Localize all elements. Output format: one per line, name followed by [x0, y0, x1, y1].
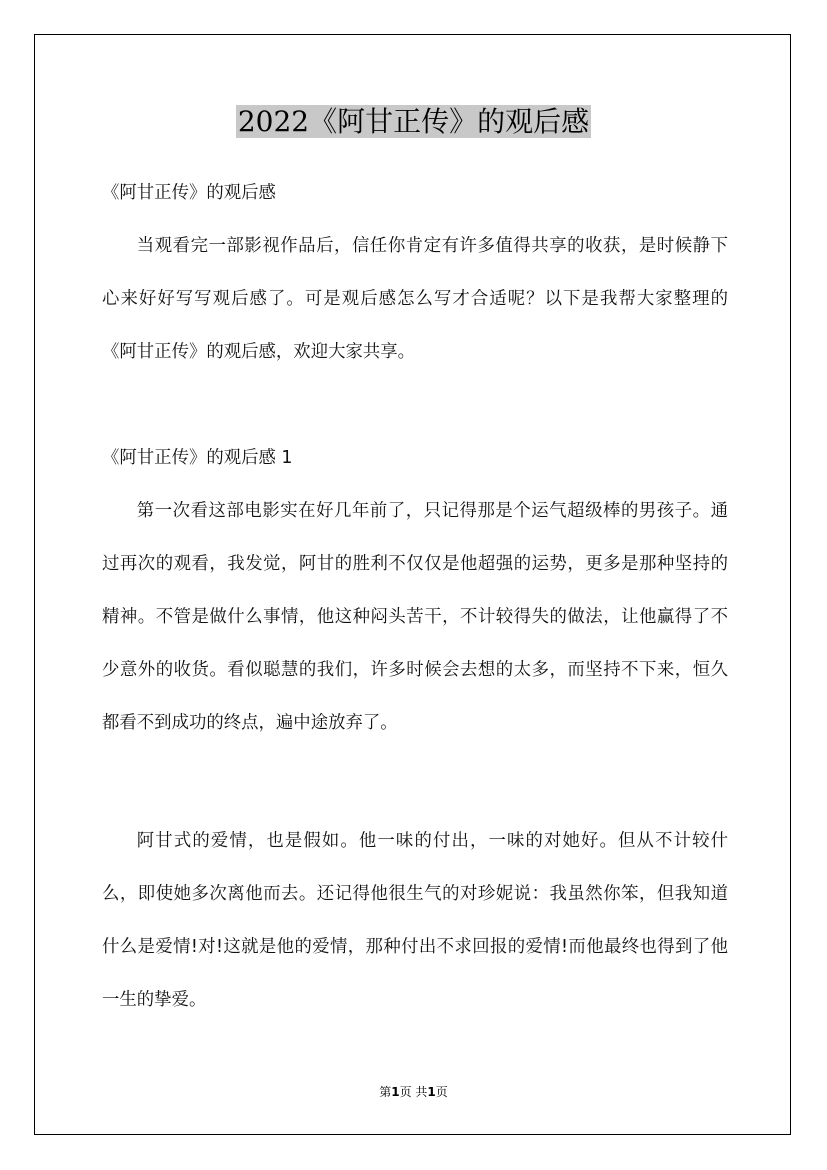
page-footer: [0, 1084, 827, 1100]
section1-paragraph-1: 第一次看这部电影实在好几年前了，只记得那是个运气超级棒的男孩子。通过再次的观看，我发觉，阿甘的胜利不仅仅是他超强的运势，更多是那种坚持的精神。不管是做什么事情，他这种闷头苦干，不计较得失的做法，让他赢得了不少意外的收货。看似聪慧的我们，许多时候会去想的太多，而坚持不下来，恒久都看不到成功的终点，遍中途放弃了。: [102, 501, 728, 733]
footer-suffix: 页: [435, 1085, 448, 1099]
section1-paragraph-2: 阿甘式的爱情，也是假如。他一味的付出，一味的对她好。但从不计较什么，即使她多次离他而去。还记得他很生气的对珍妮说：我虽然你笨，但我知道什么是爱情!对!这就是他的爱情，那种付出不求回报的爱情!而他最终也得到了他一生的挚爱。: [102, 831, 728, 1010]
footer-total-pages: 1: [427, 1085, 436, 1099]
document-subtitle: 《阿甘正传》的观后感: [102, 183, 276, 203]
footer-page-number: 1: [391, 1085, 400, 1099]
footer-mid: 页 共: [399, 1085, 428, 1099]
footer-prefix: 第: [379, 1085, 392, 1099]
document-title: [0, 100, 827, 144]
document-title-text: 2022《阿甘正传》的观后感: [237, 105, 590, 138]
intro-paragraph: 当观看完一部影视作品后，信任你肯定有许多值得共享的收获，是时候静下心来好好写写观后感了。可是观后感怎么写才合适呢？以下是我帮大家整理的《阿甘正传》的观后感，欢迎大家共享。: [102, 236, 728, 362]
section1-heading: 《阿甘正传》的观后感 1: [102, 448, 293, 468]
